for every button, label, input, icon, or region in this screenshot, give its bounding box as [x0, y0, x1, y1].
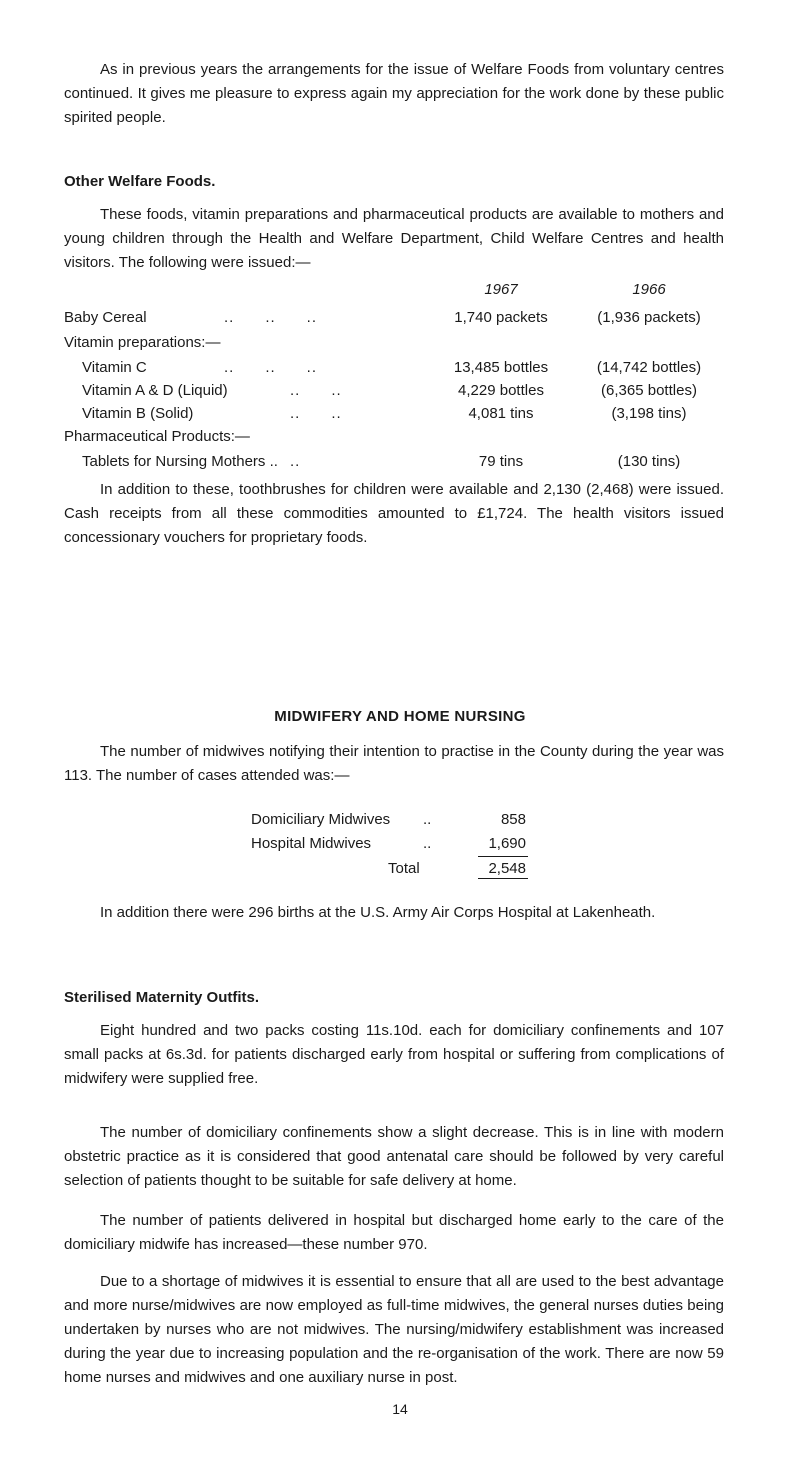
row-label: Vitamin C — [82, 359, 147, 376]
other-welfare-foods-heading: Other Welfare Foods. — [64, 173, 216, 190]
row-label: Tablets for Nursing Mothers .. — [82, 453, 278, 470]
domiciliary-confinements-paragraph: The number of domiciliary confinements show a slight decrease. This is in line with modern obstetric practice as it is considered that good antenatal care should be followed by very careful selection of patients thought to be suitable for safe delivery at home. — [64, 1124, 724, 1189]
table-row-vitamin-b — [64, 402, 724, 426]
table-row-vitamin-c — [64, 356, 724, 380]
table-row-vitamin-a-d — [64, 379, 724, 403]
staffing-paragraph: Due to a shortage of midwives it is essential to ensure that all are used to the best advantage and more nurse/midwives are now employed as full-time midwives, the general nurses duties being undertaken by nurses who are not midwives. The nursing/midwifery establishment was increased during the year due to increasing population and the re-organisation of the work. There are now 59 home nurses and midwives and one auxiliary nurse in post. — [64, 1273, 724, 1386]
row-label-domiciliary: Domiciliary Midwives — [251, 811, 391, 828]
leader-dots: .. .. .. — [224, 309, 318, 326]
page-number: 14 — [392, 1401, 408, 1417]
leader-dots: .. — [423, 811, 432, 828]
total-label: Total — [388, 860, 420, 877]
leader-dots: .. .. .. — [224, 359, 318, 376]
table-row-group-pharmaceutical — [64, 425, 724, 449]
table-row-group-vitamin — [64, 331, 724, 355]
value-hospital: 1,690 — [488, 835, 526, 852]
early-discharge-paragraph: The number of patients delivered in hospital but discharged home early to the care of the domiciliary midwife has increased—these number 970. — [64, 1212, 724, 1253]
column-header-1967: 1967 — [484, 281, 518, 298]
toothbrushes-paragraph: In addition to these, toothbrushes for children were available and 2,130 (2,468) were issued. Cash receipts from all these commodities amounted to £1,724. The health visitors issued concessionary vouchers for proprietary foods. — [64, 481, 724, 546]
value-1966: (130 tins) — [617, 453, 681, 470]
value-1966: (1,936 packets) — [597, 309, 701, 326]
section-heading-midwifery: MIDWIFERY AND HOME NURSING — [274, 708, 526, 725]
value-1967: 13,485 bottles — [453, 359, 549, 376]
value-domiciliary: 858 — [500, 811, 526, 828]
value-1966: (6,365 bottles) — [601, 382, 697, 399]
value-1967: 1,740 packets — [454, 309, 548, 326]
value-1966: (14,742 bottles) — [596, 359, 702, 376]
row-label-hospital: Hospital Midwives — [251, 835, 372, 852]
total-value: 2,548 — [488, 860, 526, 877]
intro-paragraph: As in previous years the arrangements for the issue of Welfare Foods from voluntary centres continued. It gives me pleasure to express again my appreciation for the work done by these public spirited people. — [64, 61, 724, 126]
lakenheath-paragraph: In addition there were 296 births at the U.S. Army Air Corps Hospital at Lakenheath. — [100, 904, 656, 921]
group-label: Pharmaceutical Products:— — [64, 428, 250, 445]
table-row-tablets — [64, 450, 724, 474]
midwifery-paragraph: The number of midwives notifying their intention to practise in the County during the year was 113. The number of cases attended was:— — [64, 743, 724, 784]
leader-dots: .. — [423, 835, 432, 852]
table-row-baby-cereal — [64, 306, 724, 330]
value-1966: (3,198 tins) — [611, 405, 687, 422]
row-label: Vitamin B (Solid) — [82, 405, 194, 422]
sterilised-outfits-heading: Sterilised Maternity Outfits. — [64, 989, 260, 1006]
value-1967: 4,081 tins — [468, 405, 534, 422]
value-1967: 79 tins — [478, 453, 524, 470]
column-header-1966: 1966 — [632, 281, 666, 298]
sterilised-outfits-paragraph: Eight hundred and two packs costing 11s.10d. each for domiciliary confinements and 107 small packs at 6s.3d. for patients discharged early from hospital or suffering from complications of midwifery were supplied free. — [64, 1022, 724, 1087]
other-welfare-foods-paragraph: These foods, vitamin preparations and pharmaceutical products are available to mothers and young children through the Health and Welfare Department, Child Welfare Centres and health visitors. The following were issued:— — [64, 206, 724, 271]
value-1967: 4,229 bottles — [458, 382, 544, 399]
group-label: Vitamin preparations:— — [64, 334, 221, 351]
total-rule-bottom — [478, 878, 528, 879]
row-label: Vitamin A & D (Liquid) — [82, 382, 228, 399]
leader-dots: .. — [290, 453, 301, 470]
leader-dots: .. .. — [290, 405, 342, 422]
table-header-row — [64, 278, 724, 302]
leader-dots: .. .. — [290, 382, 342, 399]
row-label: Baby Cereal — [64, 309, 147, 326]
